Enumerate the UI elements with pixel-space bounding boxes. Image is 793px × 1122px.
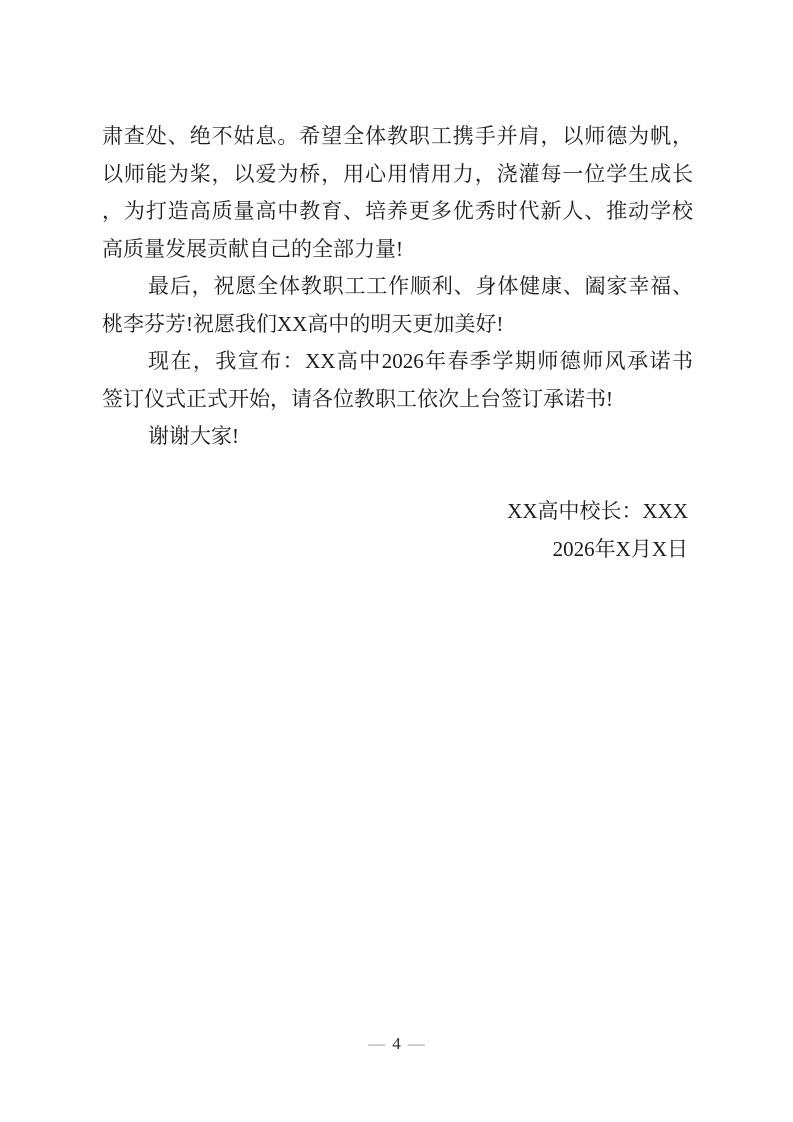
body-line: 签订仪式正式开始，请各位教职工依次上台签订承诺书! — [102, 386, 613, 411]
body-line: ，为打造高质量高中教育、培养更多优秀时代新人、推动学校 — [102, 199, 693, 223]
document-body — [102, 118, 693, 568]
body-line: 谢谢大家! — [148, 424, 239, 448]
body-line: 高质量发展贡献自己的全部力量! — [102, 236, 403, 261]
footer-left-dash: — — [368, 1034, 386, 1053]
body-line: 现在，我宣布：XX高中2026年春季学期师德师风承诺书 — [148, 349, 693, 373]
page-footer — [0, 1031, 793, 1057]
page-number: 4 — [392, 1034, 401, 1053]
footer-right-dash: — — [407, 1034, 425, 1053]
body-line: 以师能为桨，以爱为桥，用心用情用力，浇灌每一位学生成长 — [102, 161, 693, 186]
body-line: 最后，祝愿全体教职工工作顺利、身体健康、阖家幸福、 — [148, 274, 693, 298]
body-line: 肃查处、绝不姑息。希望全体教职工携手并肩，以师德为帆， — [102, 124, 693, 148]
signature-signer-line: XX高中校长：XXX — [507, 499, 688, 523]
body-line: 桃李芬芳!祝愿我们XX高中的明天更加美好! — [102, 311, 504, 336]
signature-date-line: 2026年X月X日 — [552, 536, 688, 561]
blank-line — [102, 456, 693, 494]
